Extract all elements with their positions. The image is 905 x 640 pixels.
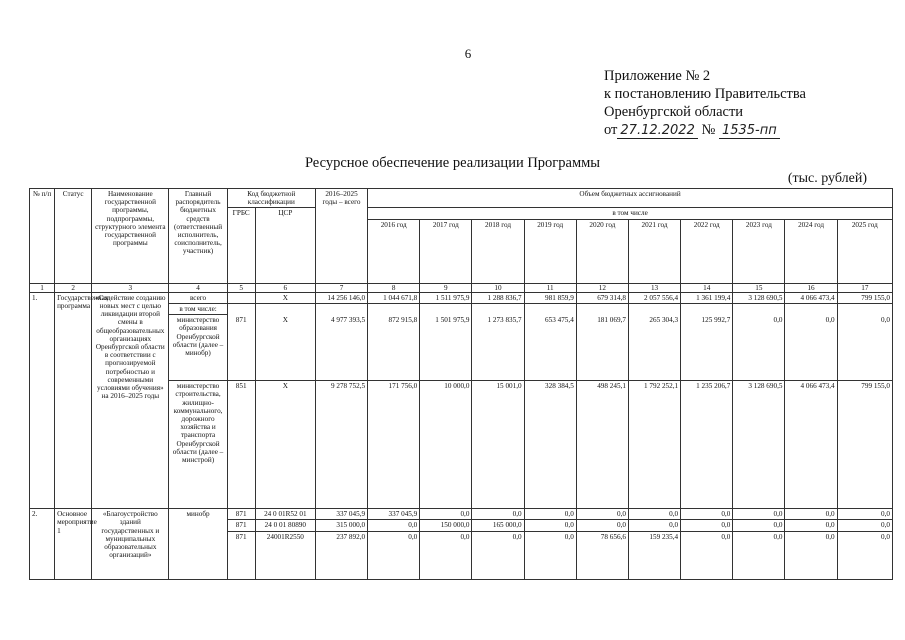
value-cell: 1 235 206,7 — [681, 381, 733, 509]
row-num: 1. — [30, 292, 55, 508]
header-year: 2023 год — [733, 219, 785, 283]
value-cell: 0,0 — [576, 520, 628, 531]
value-cell: 981 859,9 — [524, 292, 576, 303]
value-cell: 0,0 — [733, 531, 785, 579]
col-num: 5 — [227, 283, 255, 292]
value-cell: 0,0 — [681, 509, 733, 520]
col-num: 1 — [30, 283, 55, 292]
value-cell: 3 128 690,5 — [733, 381, 785, 509]
column-number-row — [30, 283, 893, 292]
value-cell: 10 000,0 — [420, 381, 472, 509]
col-num: 10 — [472, 283, 524, 292]
value-cell — [733, 304, 785, 315]
grbs-main-cell: в том числе: — [169, 304, 227, 315]
col-num: 3 — [92, 283, 169, 292]
grbs-cell — [227, 292, 255, 303]
value-cell: 4 066 473,4 — [785, 292, 837, 303]
grbs-main-cell: министерство образования Оренбургской области (далее – минобр) — [169, 315, 227, 381]
col-num: 4 — [169, 283, 227, 292]
value-cell: 0,0 — [420, 531, 472, 579]
header-total: 2016–2025 годы – всего — [315, 189, 367, 284]
csr-cell — [255, 304, 315, 315]
document-title: Ресурсное обеспечение реализации Программы — [304, 155, 601, 171]
col-num: 11 — [524, 283, 576, 292]
value-cell: 0,0 — [733, 509, 785, 520]
value-cell — [315, 304, 367, 315]
csr-cell: Х — [255, 292, 315, 303]
value-cell: 1 792 252,1 — [628, 381, 680, 509]
value-cell: 0,0 — [628, 520, 680, 531]
value-cell: 0,0 — [681, 531, 733, 579]
value-cell — [837, 304, 892, 315]
number-label: № — [701, 122, 716, 138]
from-label: от — [604, 122, 618, 138]
value-cell — [420, 304, 472, 315]
col-num: 12 — [576, 283, 628, 292]
value-cell: 0,0 — [837, 509, 892, 520]
csr-cell: Х — [255, 381, 315, 509]
value-cell: 1 501 975,9 — [420, 315, 472, 381]
header-volume: Объем бюджетных ассигнований — [368, 189, 893, 208]
row-num: 2. — [30, 509, 55, 579]
value-cell: 0,0 — [524, 531, 576, 579]
grbs-main-cell: всего — [169, 292, 227, 303]
table-row — [30, 292, 893, 303]
grbs-cell: 871 — [227, 315, 255, 381]
value-cell: 0,0 — [681, 520, 733, 531]
value-cell: 0,0 — [837, 531, 892, 579]
header-name: Наименование государственной программы, подпрограммы, структурного элемента государственной программы — [92, 189, 169, 284]
value-cell: 0,0 — [472, 509, 524, 520]
grbs-main-cell: минобр — [169, 509, 227, 579]
col-num: 7 — [315, 283, 367, 292]
value-cell: 315 000,0 — [315, 520, 367, 531]
header-num: № п/п — [30, 189, 55, 284]
value-cell: 1 361 199,4 — [681, 292, 733, 303]
value-cell: 0,0 — [733, 520, 785, 531]
table-row — [30, 509, 893, 520]
value-cell — [576, 304, 628, 315]
value-cell: 165 000,0 — [472, 520, 524, 531]
value-cell: 337 045,9 — [368, 509, 420, 520]
header-incl: в том числе — [368, 208, 893, 219]
value-cell: 653 475,4 — [524, 315, 576, 381]
value-cell: 1 288 836,7 — [472, 292, 524, 303]
value-cell — [472, 304, 524, 315]
header-grbs-main: Главный распорядитель бюджетных средств (ответственный исполнитель, соисполнитель, участник) — [169, 189, 227, 284]
value-cell: 679 314,8 — [576, 292, 628, 303]
value-cell: 0,0 — [785, 315, 837, 381]
row-status: Основное мероприятие 1 — [55, 509, 92, 579]
grbs-cell: 871 — [227, 509, 255, 520]
value-cell: 265 304,3 — [628, 315, 680, 381]
value-cell: 0,0 — [368, 520, 420, 531]
value-cell — [785, 304, 837, 315]
col-num: 6 — [255, 283, 315, 292]
col-num: 17 — [837, 283, 892, 292]
col-num: 14 — [681, 283, 733, 292]
value-cell: 0,0 — [472, 531, 524, 579]
value-cell: 0,0 — [524, 520, 576, 531]
header-year: 2020 год — [576, 219, 628, 283]
header-year: 2018 год — [472, 219, 524, 283]
value-cell — [628, 304, 680, 315]
header-year: 2021 год — [628, 219, 680, 283]
value-cell: 171 756,0 — [368, 381, 420, 509]
row-name: «Благоустройство зданий государственных и муниципальных образовательных организаций» — [92, 509, 169, 579]
value-cell: 1 273 835,7 — [472, 315, 524, 381]
value-cell: 4 066 473,4 — [785, 381, 837, 509]
value-cell: 872 915,8 — [368, 315, 420, 381]
value-cell: 0,0 — [628, 509, 680, 520]
value-cell — [681, 304, 733, 315]
col-num: 8 — [368, 283, 420, 292]
appendix-block — [604, 67, 806, 140]
value-cell: 159 235,4 — [628, 531, 680, 579]
value-cell: 498 245,1 — [576, 381, 628, 509]
header-year: 2024 год — [785, 219, 837, 283]
value-cell: 3 128 690,5 — [733, 292, 785, 303]
header-year: 2025 год — [837, 219, 892, 283]
value-cell: 9 278 752,5 — [315, 381, 367, 509]
appendix-date-line — [604, 121, 806, 140]
handwritten-number: 1535-пп — [719, 123, 780, 139]
appendix-line-1: Приложение № 2 — [604, 68, 711, 84]
header-status: Статус — [55, 189, 92, 284]
value-cell: 237 892,0 — [315, 531, 367, 579]
appendix-line-3: Оренбургской области — [604, 104, 744, 120]
value-cell: 1 044 671,8 — [368, 292, 420, 303]
value-cell: 2 057 556,4 — [628, 292, 680, 303]
grbs-cell: 871 — [227, 520, 255, 531]
resource-table — [29, 188, 893, 580]
header-budget-code: Код бюджетной классификации — [227, 189, 315, 208]
csr-cell: 24 0 01 80890 — [255, 520, 315, 531]
value-cell: 0,0 — [420, 509, 472, 520]
header-csr: ЦСР — [255, 208, 315, 283]
csr-cell: 24001R2550 — [255, 531, 315, 579]
value-cell: 337 045,9 — [315, 509, 367, 520]
value-cell: 4 977 393,5 — [315, 315, 367, 381]
grbs-cell: 871 — [227, 531, 255, 579]
header-year: 2016 год — [368, 219, 420, 283]
value-cell: 0,0 — [837, 520, 892, 531]
value-cell: 150 000,0 — [420, 520, 472, 531]
value-cell: 78 656,6 — [576, 531, 628, 579]
appendix-line-2: к постановлению Правительства — [604, 86, 806, 102]
value-cell — [368, 304, 420, 315]
value-cell: 0,0 — [733, 315, 785, 381]
header-year: 2017 год — [420, 219, 472, 283]
value-cell: 0,0 — [837, 315, 892, 381]
header-year: 2022 год — [681, 219, 733, 283]
grbs-main-cell: министерство строительства, жилищно-коммунального, дорожного хозяйства и транспорта Оренбургской области (далее – минстрой) — [169, 381, 227, 509]
grbs-cell: 851 — [227, 381, 255, 509]
header-year: 2019 год — [524, 219, 576, 283]
handwritten-date: 27.12.2022 — [617, 123, 697, 139]
value-cell: 799 155,0 — [837, 381, 892, 509]
col-num: 15 — [733, 283, 785, 292]
value-cell: 0,0 — [785, 520, 837, 531]
value-cell: 799 155,0 — [837, 292, 892, 303]
csr-cell: 24 0 01R52 01 — [255, 509, 315, 520]
csr-cell: Х — [255, 315, 315, 381]
value-cell: 125 992,7 — [681, 315, 733, 381]
value-cell: 181 069,7 — [576, 315, 628, 381]
value-cell: 0,0 — [368, 531, 420, 579]
value-cell: 0,0 — [785, 531, 837, 579]
col-num: 2 — [55, 283, 92, 292]
header-grbs: ГРБС — [227, 208, 255, 283]
value-cell: 0,0 — [524, 509, 576, 520]
value-cell: 15 001,0 — [472, 381, 524, 509]
value-cell: 1 511 975,9 — [420, 292, 472, 303]
grbs-cell — [227, 304, 255, 315]
col-num: 16 — [785, 283, 837, 292]
value-cell: 14 256 146,0 — [315, 292, 367, 303]
value-cell: 0,0 — [576, 509, 628, 520]
header-row-1 — [30, 189, 893, 208]
value-cell: 0,0 — [785, 509, 837, 520]
row-status: Государственная программа — [55, 292, 92, 508]
value-cell: 328 384,5 — [524, 381, 576, 509]
col-num: 9 — [420, 283, 472, 292]
col-num: 13 — [628, 283, 680, 292]
page-number: 6 — [464, 46, 472, 61]
row-name: «Содействие созданию новых мест с целью ликвидации второй смены в общеобразовательных организациях Оренбургской области в соответствии с прогнозируемой потребностью и современными условиями обучения» на 2016–2025 годы — [92, 292, 169, 508]
value-cell — [524, 304, 576, 315]
units-label: (тыс. рублей) — [787, 171, 867, 186]
